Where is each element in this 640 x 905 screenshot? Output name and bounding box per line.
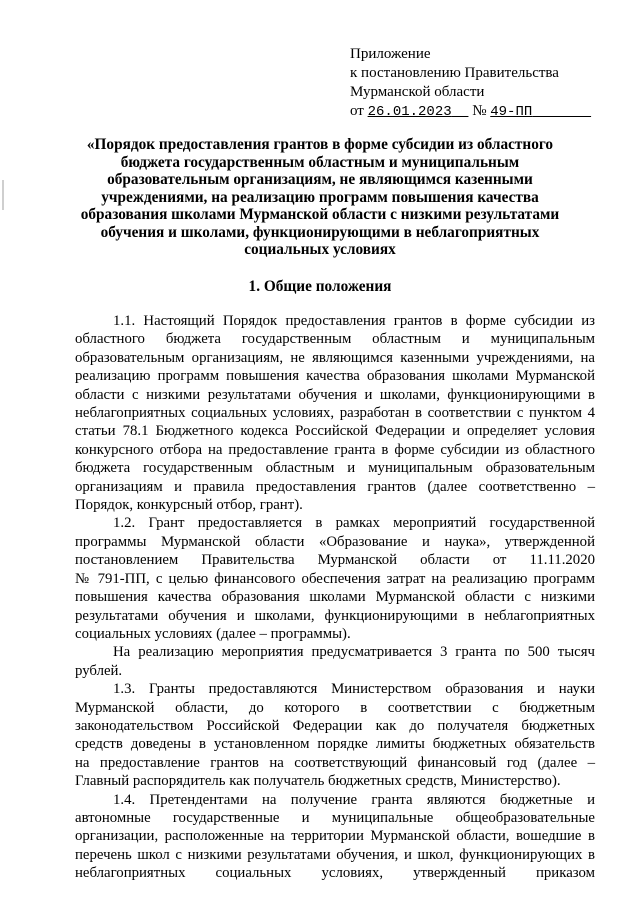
body-line: постановлением Правительства Мурманской области от 11.11.2020 (75, 552, 595, 569)
scan-margin-mark (2, 180, 4, 210)
document-title (70, 136, 570, 259)
body-line: Мурманской области, до которого в соответствии с бюджетным (75, 699, 595, 716)
body-line: автономные государственные и муниципальные общеобразовательные (75, 809, 595, 826)
body-line: образовательным организациям, не являющимся казенными учреждениями, на (75, 349, 595, 366)
title-line: социальных условиях (244, 241, 396, 258)
document-date: 26.01.2023 (367, 104, 452, 120)
body-line: результатами обучения и школами, функционирующими в неблагоприятных (75, 607, 595, 624)
title-line: образовательным организациям, не являющимся казенными (107, 171, 533, 188)
body-line: перечень школ с низкими результатами обучения, и школ, функционирующих в (75, 846, 595, 863)
title-line: «Порядок предоставления грантов в форме субсидии из областного (86, 136, 554, 153)
body-line: статьи 78.1 Бюджетного кодекса Российской Федерации и определяет условия (75, 423, 595, 440)
appendix-line-3: Мурманской области (350, 84, 485, 100)
title-line: бюджета государственным областным и муниципальным (120, 153, 520, 171)
number-prefix: № (472, 103, 487, 119)
body-line: повышения качества образования школами Мурманской области с низкими (75, 589, 595, 606)
appendix-header (350, 45, 591, 122)
body-line: областного бюджета государственным областным и муниципальным (75, 331, 595, 348)
body-line: законодательством Российской Федерации как до получателя бюджетных (75, 717, 595, 734)
document-body (75, 312, 595, 883)
body-line: бюджета государственным областным и муниципальным образовательным (75, 460, 595, 477)
body-line: рублей. (75, 662, 123, 679)
document-number: 49-ПП (490, 104, 533, 120)
body-line: реализацию программ повышения качества образования школами Мурманской (75, 368, 595, 385)
body-line: Порядок, конкурсный отбор, грант). (75, 497, 303, 514)
body-line: неблагоприятных социальных условиях, разработан в соответствии с пунктом 4 (75, 405, 595, 422)
body-line: средств доведены в установленном порядке лимиты бюджетных обязательств (75, 736, 595, 753)
body-line: программы Мурманской области «Образование и наука», утвержденной (75, 533, 595, 550)
title-line: образования школами Мурманской области с низкими результатами (80, 206, 560, 223)
body-line: 1.2. Грант предоставляется в рамках мероприятий государственной (113, 515, 595, 532)
title-line: обучения и школами, функционирующими в неблагоприятных (100, 223, 540, 241)
body-line: 1.1. Настоящий Порядок предоставления грантов в форме субсидии из (113, 313, 595, 329)
date-prefix: от (350, 103, 364, 119)
appendix-line-1: Приложение (350, 46, 431, 62)
section-heading: 1. Общие положения (248, 278, 392, 295)
body-line: На реализацию мероприятия предусматривается 3 гранта по 500 тысяч (113, 644, 595, 661)
body-line: организации, расположенные на территории Мурманской области, вошедшие в (75, 828, 595, 845)
body-line: организациям и правила предоставления грантов (далее соответственно – (75, 478, 595, 495)
body-line: Главный распорядитель как получатель бюджетных средств, Министерство). (75, 773, 561, 790)
appendix-date-line (350, 102, 591, 122)
body-line: неблагоприятных социальных условиях, утвержденный приказом (75, 865, 595, 882)
appendix-line-2: к постановлению Правительства (350, 65, 559, 81)
body-line: 1.4. Претендентами на получение гранта являются бюджетные и (113, 791, 595, 808)
title-line: учреждениями, на реализацию программ повышения качества (101, 188, 539, 206)
body-line: на предоставление грантов на соответствующий финансовый год (далее – (75, 754, 595, 771)
body-line: № 791-ПП, с целью финансового обеспечения затрат на реализацию программ (75, 570, 595, 587)
body-line: 1.3. Гранты предоставляются Министерством образования и науки (113, 681, 595, 698)
body-line: социальных условиях (далее – программы). (75, 625, 351, 642)
body-line: области с низкими результатами обучения и школами, функционирующими в (75, 386, 595, 403)
body-line: конкурсного отбора на предоставление гранта в форме субсидии из областного (75, 441, 595, 458)
